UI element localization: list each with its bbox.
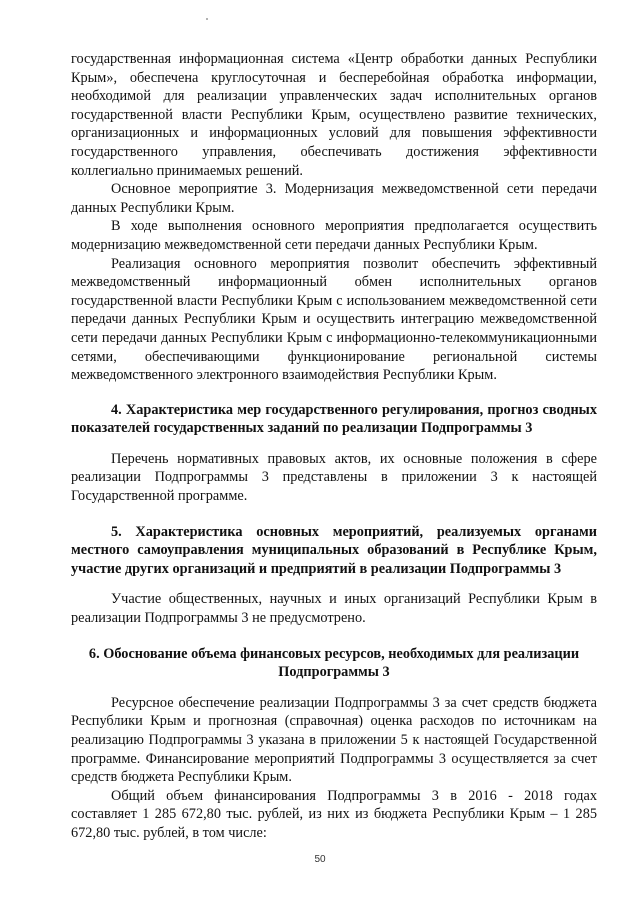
paragraph-resource-provision: Ресурсное обеспечение реализации Подпрограммы 3 за счет средств бюджета Республики Крым и прогнозная (справочная) оценка расходов по источникам на реализацию Подпрограммы 3 указана в приложении 5 к настоящей Государственной программе. Финансирование мероприятий Подпрограммы 3 осуществляется за счет средств бюджета Республики Крым. xyxy=(71,694,597,786)
paragraph-information-system: государственная информационная система «Центр обработки данных Республики Крым», обеспечена круглосуточная и бесперебойная обработка информации, необходимой для реализации управленческих задач исполнительных органов государственной власти Республики Крым, осуществлено развитие технических, организационных и информационных условий для повышения эффективности государственного управления, обеспечивать достижения эффективности коллегиально принимаемых решений. xyxy=(71,51,597,179)
paragraph-participation: Участие общественных, научных и иных организаций Республики Крым в реализации Подпрограммы 3 не предусмотрено. xyxy=(71,591,597,627)
paragraph-total-financing: Общий объем финансирования Подпрограммы 3 в 2016 - 2018 годах составляет 1 285 672,80 тыс. рублей, из них из бюджета Республики Крым – 1 285 672,80 тыс. рублей, в том числе: xyxy=(71,787,597,841)
document-body xyxy=(71,50,597,843)
scan-speck xyxy=(206,18,208,20)
section-heading-5: 5. Характеристика основных мероприятий, реализуемых органами местного самоуправления муниципальных образований в Республике Крым, участие других организаций и предприятий в реализации Подпрограммы 3 xyxy=(71,523,597,577)
paragraph-main-activity-3: Основное мероприятие 3. Модернизация межведомственной сети передачи данных Республики Крым. xyxy=(71,181,597,216)
page-number: 50 xyxy=(314,854,326,865)
paragraph-modernization: В ходе выполнения основного мероприятия предполагается осуществить модернизацию межведомственной сети передачи данных Республики Крым. xyxy=(71,218,597,253)
section-heading-6: 6. Обоснование объема финансовых ресурсов, необходимых для реализации Подпрограммы 3 xyxy=(88,645,580,681)
paragraph-normative-acts: Перечень нормативных правовых актов, их основные положения в сфере реализации Подпрограммы 3 представлены в приложении 3 к настоящей Государственной программе. xyxy=(71,450,597,505)
paragraph-implementation: Реализация основного мероприятия позволит обеспечить эффективный межведомственный информационный обмен исполнительных органов государственной власти Республики Крым с использованием межведомственной сети передачи данных Республики Крым и осуществить интеграцию межведомственной сети передачи данных Республики Крым с информационно-телекоммуникационными сетями, обеспечивающими функционирование региональной системы межведомственного электронного взаимодействия Республики Крым. xyxy=(71,255,597,384)
section-heading-4: 4. Характеристика мер государственного регулирования, прогноз сводных показателей государственных заданий по реализации Подпрограммы 3 xyxy=(71,401,597,437)
